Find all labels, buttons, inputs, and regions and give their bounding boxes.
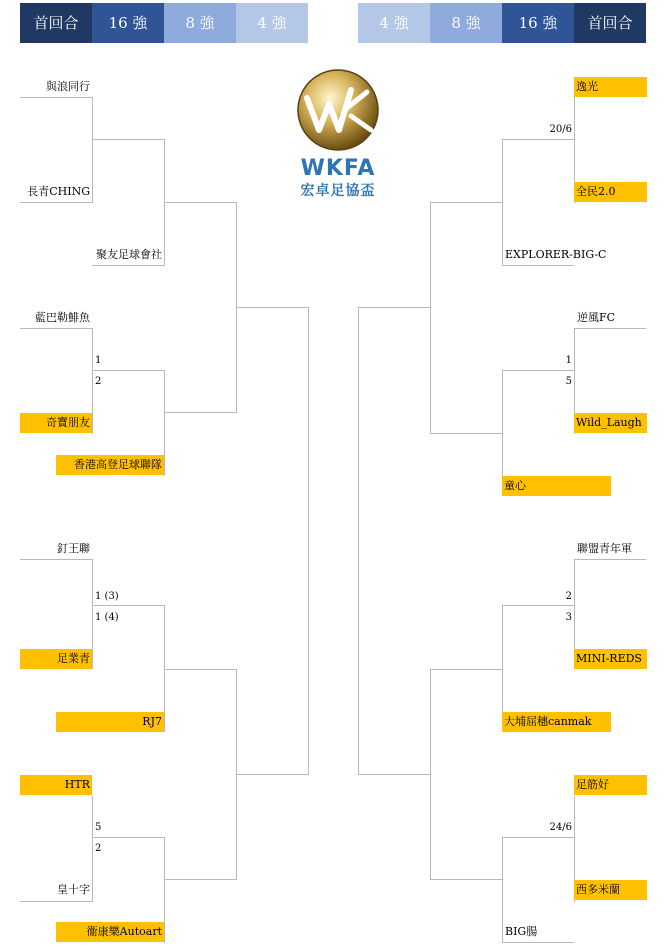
left-team-2: 長青CHING <box>27 185 90 198</box>
left-team-8: 皇十字 <box>57 883 90 896</box>
bracket-line <box>92 97 93 203</box>
bracket-line <box>92 837 164 838</box>
header-left-round8: 8 強 <box>164 3 236 43</box>
bracket-line <box>502 942 574 943</box>
bracket-line <box>574 328 646 329</box>
right-r16-team-2: 童心 <box>502 476 611 496</box>
bracket-line <box>308 307 309 775</box>
bracket-line <box>20 559 92 560</box>
bracket-line <box>20 901 92 902</box>
bracket-line <box>164 370 165 476</box>
score: 3 <box>565 612 572 623</box>
bracket-line <box>92 605 164 606</box>
logo-subtitle: 宏卓足協盃 <box>300 183 376 199</box>
bracket-line <box>92 265 164 266</box>
header-left-round1: 首回合 <box>20 3 92 43</box>
bracket-line <box>502 837 503 943</box>
bracket-line <box>430 669 431 880</box>
right-team-7: 足筋好 <box>574 775 647 795</box>
bracket-line <box>358 307 359 775</box>
bracket-line <box>164 412 236 413</box>
score: 5 <box>95 822 102 833</box>
left-team-1: 與浪同行 <box>46 80 90 93</box>
header-left-round4: 4 強 <box>236 3 308 43</box>
left-team-6: 足業青 <box>20 649 92 669</box>
bracket-line <box>358 307 430 308</box>
bracket-line <box>502 605 503 712</box>
bracket-line <box>430 669 502 670</box>
bracket-line <box>236 307 308 308</box>
bracket-line <box>430 202 431 433</box>
score: 1 <box>95 355 102 366</box>
bracket-line <box>502 265 574 266</box>
score: 20/6 <box>549 124 572 135</box>
score: 1 <box>565 355 572 366</box>
bracket-line <box>502 837 574 838</box>
score: 2 <box>565 591 572 602</box>
bracket-line <box>164 837 165 943</box>
bracket-line <box>236 774 308 775</box>
left-team-4: 奇寶朋友 <box>20 413 92 433</box>
left-r16-team-4: 衞康樂Autoart <box>56 922 164 942</box>
bracket-line <box>502 139 574 140</box>
bracket-line <box>430 202 502 203</box>
right-team-2: 全民2.0 <box>574 182 647 202</box>
header-right-round16: 16 強 <box>502 3 574 43</box>
right-team-6: MINI-REDS <box>574 649 647 669</box>
left-r16-team-2: 香港高登足球聯隊 <box>56 455 164 475</box>
bracket-line <box>92 559 93 669</box>
bracket-line <box>92 796 93 902</box>
bracket-line <box>20 97 92 98</box>
score: 5 <box>565 376 572 387</box>
right-r16-team-4: BIG腸 <box>505 925 538 938</box>
bracket-line <box>358 774 430 775</box>
right-team-5: 聯盟青年軍 <box>577 542 632 555</box>
score: 2 <box>95 843 102 854</box>
logo-wordmark: WKFA <box>300 156 376 181</box>
bracket-line <box>502 370 503 476</box>
bracket-line <box>92 370 164 371</box>
bracket-line <box>574 559 646 560</box>
bracket-line <box>164 202 236 203</box>
bracket-line <box>92 139 164 140</box>
right-team-4: Wild_Laugh <box>574 413 647 433</box>
right-team-8: 西多米蘭 <box>574 880 647 900</box>
bracket-line <box>502 370 574 371</box>
wkfa-logo <box>285 68 391 200</box>
bracket-line <box>164 669 236 670</box>
header-right-round1: 首回合 <box>574 3 646 43</box>
bracket-line <box>20 202 92 203</box>
left-r16-team-3: RJ7 <box>56 712 164 732</box>
bracket-line <box>92 328 93 434</box>
score: 1 (4) <box>95 612 119 623</box>
score: 2 <box>95 376 102 387</box>
right-team-3: 逆風FC <box>577 311 616 324</box>
header-right-round8: 8 強 <box>430 3 502 43</box>
header-right-round4: 4 強 <box>358 3 430 43</box>
bracket-line <box>164 879 236 880</box>
bracket-line <box>502 605 574 606</box>
right-r16-team-3: 大埔屈穗canmak <box>502 712 611 732</box>
right-r16-team-1: EXPLORER-BIG-C <box>505 248 607 261</box>
left-team-7: HTR <box>20 775 92 795</box>
left-r16-team-1: 聚友足球會社 <box>96 248 162 261</box>
bracket-line <box>20 328 92 329</box>
left-team-5: 釘王聯 <box>57 542 90 555</box>
header-left-round16: 16 強 <box>92 3 164 43</box>
left-team-3: 藍巴勒鯡魚 <box>35 311 90 324</box>
bracket-line <box>430 879 502 880</box>
bracket-line <box>502 139 503 266</box>
bracket-line <box>430 433 502 434</box>
score: 24/6 <box>549 822 572 833</box>
score: 1 (3) <box>95 591 119 602</box>
right-team-1: 逸光 <box>574 77 647 97</box>
